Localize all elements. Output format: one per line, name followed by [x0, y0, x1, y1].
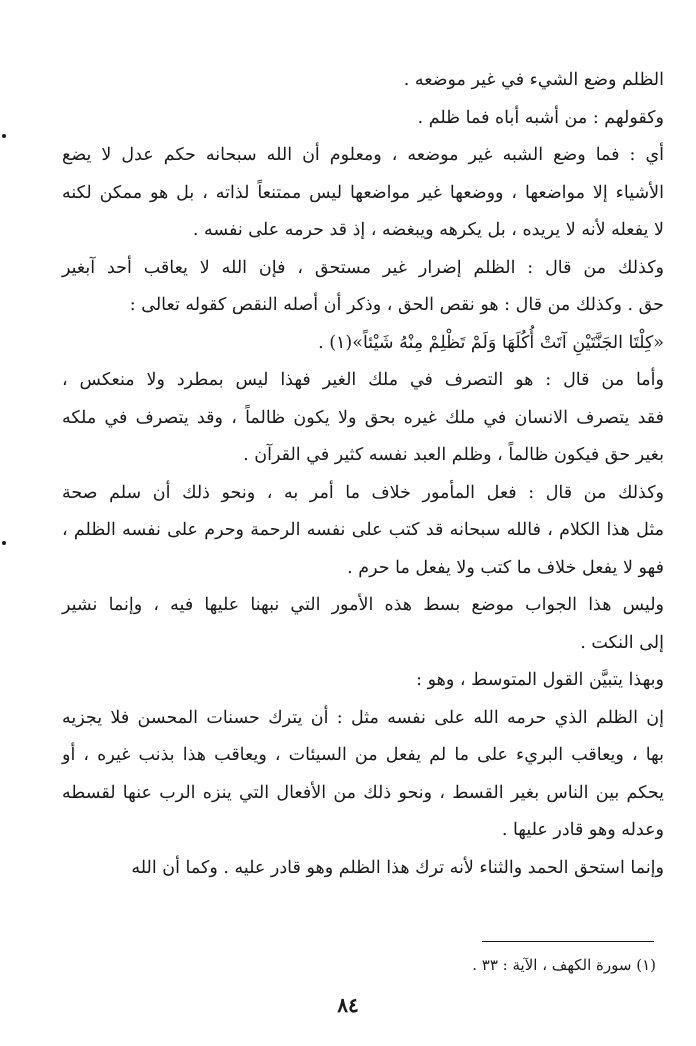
text-line-2: وكقولهم : من أشبه أباه فما ظلم .	[417, 107, 664, 128]
text-line-7: حق . وكذلك من قال : هو نقص الحق ، وذكر أن أصله النقص كقوله تعالى :	[129, 295, 664, 315]
text-line-12: وكذلك من قال : فعل المأمور خلاف ما أمر به ، ونحو ذلك أن سلم صحة	[62, 482, 664, 503]
paragraph-1	[62, 62, 664, 100]
page-number: ٨٤	[337, 993, 359, 1017]
paragraph-2	[62, 100, 664, 138]
margin-mark-top	[2, 134, 6, 138]
text-line-5: لا يفعله لأنه لا يريده ، بل يكرهه ويبغضه ، إذ قد حرمه على نفسه .	[192, 220, 664, 240]
text-line-21: وعدله وهو قادر عليها .	[501, 820, 664, 840]
text-line-14: فهو لا يفعل خلاف ما كتب ولا يفعل ما حرم .	[347, 557, 664, 578]
footnote-divider	[482, 941, 654, 942]
text-line-22: وإنما استحق الحمد والثناء لأنه ترك هذا الظلم وهو قادر عليه . وكما أن الله	[131, 857, 664, 878]
text-line-15: وليس هذا الجواب موضع بسط هذه الأمور التي نبهنا عليها فيه ، وإنما نشير	[62, 595, 664, 615]
paragraph-7	[62, 587, 664, 662]
text-line-13: مثل هذا الكلام ، فالله سبحانه قد كتب على نفسه الرحمة وحرم على نفسه الظلم ،	[62, 520, 664, 540]
text-line-10: فقد يتصرف الانسان في ملك غيره بحق ولا يكون ظالماً ، وقد يتصرف في ملكه	[62, 407, 664, 428]
text-line-11: بغير حق فيكون ظالماً ، وظلم العبد نفسه كثير في القرآن .	[243, 445, 664, 465]
paragraph-8	[62, 662, 664, 700]
footnote: (١) سورة الكهف ، الآية : ٣٣ .	[472, 956, 656, 974]
paragraph-5	[62, 362, 664, 475]
text-line-8: «كِلْتَا الجَنَّتَيْنِ آتَتْ أُكُلَهَا وَلَمْ تَظْلِمْ مِنْهُ شَيْئاً»(١) .	[318, 332, 664, 353]
text-line-1: الظلم وضع الشيء في غير موضعه .	[403, 70, 664, 90]
text-line-3: أي : فما وضع الشبه غير موضعه ، ومعلوم أن الله سبحانه حكم عدل لا يضع	[62, 145, 664, 165]
main-text	[62, 62, 664, 887]
paragraph-6	[62, 475, 664, 588]
text-line-16: إلى النكت .	[580, 632, 664, 653]
text-line-20: يحكم بين الناس بغير القسط ، ونحو ذلك من الأفعال التي ينزه الرب عنها لقسطه	[62, 782, 664, 803]
text-line-9: وأما من قال : هو التصرف في ملك الغير فهذا ليس بمطرد ولا منعكس ،	[62, 370, 664, 390]
paragraph-10	[62, 850, 664, 888]
text-line-6: وكذلك من قال : الظلم إضرار غير مستحق ، فإن الله لا يعاقب أحد آبغير	[62, 257, 664, 278]
paragraph-4	[62, 250, 664, 325]
paragraph-3	[62, 137, 664, 250]
text-line-17: وبهذا يتبيَّن القول المتوسط ، وهو :	[416, 670, 664, 690]
quran-verse	[62, 325, 664, 363]
text-line-4: الأشياء إلا مواضعها ، ووضعها غير مواضعها ليس ممتنعاً لذاته ، بل هو ممكن لكنه	[62, 182, 664, 203]
margin-mark-middle	[2, 541, 6, 545]
paragraph-9	[62, 700, 664, 850]
text-line-19: بها ، ويعاقب البريء على ما لم يفعل من السيئات ، ويعاقب هذا بذنب غيره ، أو	[62, 745, 664, 765]
text-line-18: إن الظلم الذي حرمه الله على نفسه مثل : أن يترك حسنات المحسن فلا يجزيه	[62, 707, 664, 728]
